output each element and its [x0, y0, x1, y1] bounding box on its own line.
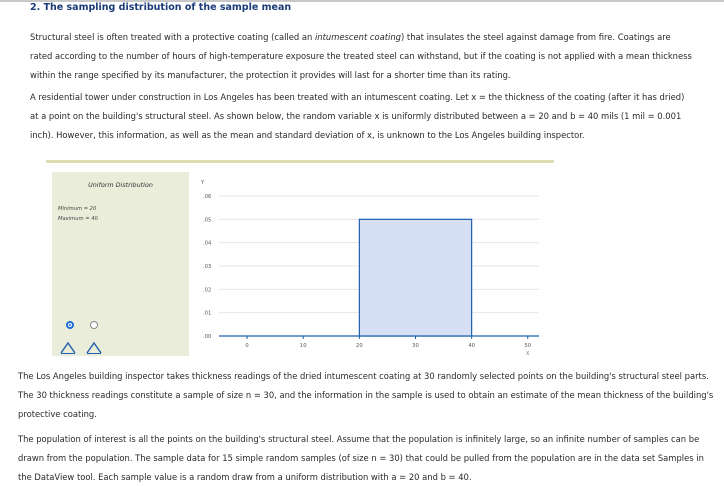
body-paragraph-4: The population of interest is all the points on the building's structural steel. Assume that the population is infinitely large, so an infinite number of samples can be drawn from the population. The sample data for 15 simple random samples (of size n = 30) that could be pulled from the population are in the data set Samples in the DataView tool. Each sample value is a random draw from a uniform distribution with a = 20 and b = 40.	[18, 434, 704, 482]
x-tick-label: 40	[468, 343, 475, 349]
x-tick-label: 0	[245, 343, 249, 349]
y-tick-label: .04	[203, 240, 212, 247]
y-tick-label: .06	[203, 194, 212, 200]
peak-tool-icon-2[interactable]	[86, 340, 102, 354]
x-axis-label: X	[526, 351, 530, 356]
intro-p1-term: intumescent coating	[314, 32, 401, 42]
intro-paragraph-1	[30, 28, 692, 85]
y-tick-label: .02	[203, 287, 212, 294]
mode-radio-1[interactable]	[66, 321, 74, 329]
x-tick-label: 20	[356, 343, 363, 349]
uniform-density-area	[359, 219, 471, 336]
y-axis-label: Y	[201, 180, 205, 186]
section-divider	[46, 160, 554, 163]
x-tick-label: 50	[524, 343, 532, 349]
body-paragraph-3: The Los Angeles building inspector takes thickness readings of the dried intumescent coating at 30 randomly selected points on the building's structural steel parts. The 30 thickness readings constitute a sample of size n = 30, and the information in the sample is used to obtain an estimate of the mean thickness of the building's protective coating.	[18, 371, 714, 419]
y-tick-label: .03	[203, 264, 212, 270]
intro-p1-start: Structural steel is often treated with a protective coating (called an	[30, 32, 315, 42]
peak-tool-icon-1[interactable]	[60, 340, 76, 354]
intro-p1-end: ) that insulates the steel against damage from fire. Coatings are rated according to the number of hours of high-temperature exposure the treated steel can withstand, but if the coating is not applied with a mean thickness within the range specified by its manufacturer, the protection it provides will last for a shorter time than its rating.	[30, 32, 692, 80]
y-tick-label: .01	[203, 310, 212, 317]
distribution-control-panel	[52, 172, 189, 356]
y-tick-label: .05	[203, 217, 212, 224]
chart-svg	[189, 172, 549, 356]
mode-radio-2[interactable]	[90, 321, 98, 329]
mode-radio-group	[66, 321, 106, 333]
y-tick-label: .00	[203, 334, 212, 340]
x-tick-label: 10	[299, 343, 307, 349]
maximum-label: Maximum = 40	[58, 216, 98, 222]
page-title: 2. The sampling distribution of the sample mean	[30, 2, 292, 13]
x-tick-label: 30	[412, 343, 419, 349]
panel-title: Uniform Distribution	[88, 181, 153, 189]
uniform-distribution-chart	[189, 172, 549, 356]
intro-paragraph-2: A residential tower under construction in Los Angeles has been treated with an intumescent coating. Let x = the thickness of the coating (after it has dried) at a point on the building's structural steel. As shown below, the random variable x is uniformly distributed between a = 20 and b = 40 mils (1 mil = 0.001 inch). However, this information, as well as the mean and standard deviation of x, is unknown to the Los Angeles building inspector.	[30, 92, 685, 140]
minimum-label: Minimum = 20	[58, 206, 97, 212]
